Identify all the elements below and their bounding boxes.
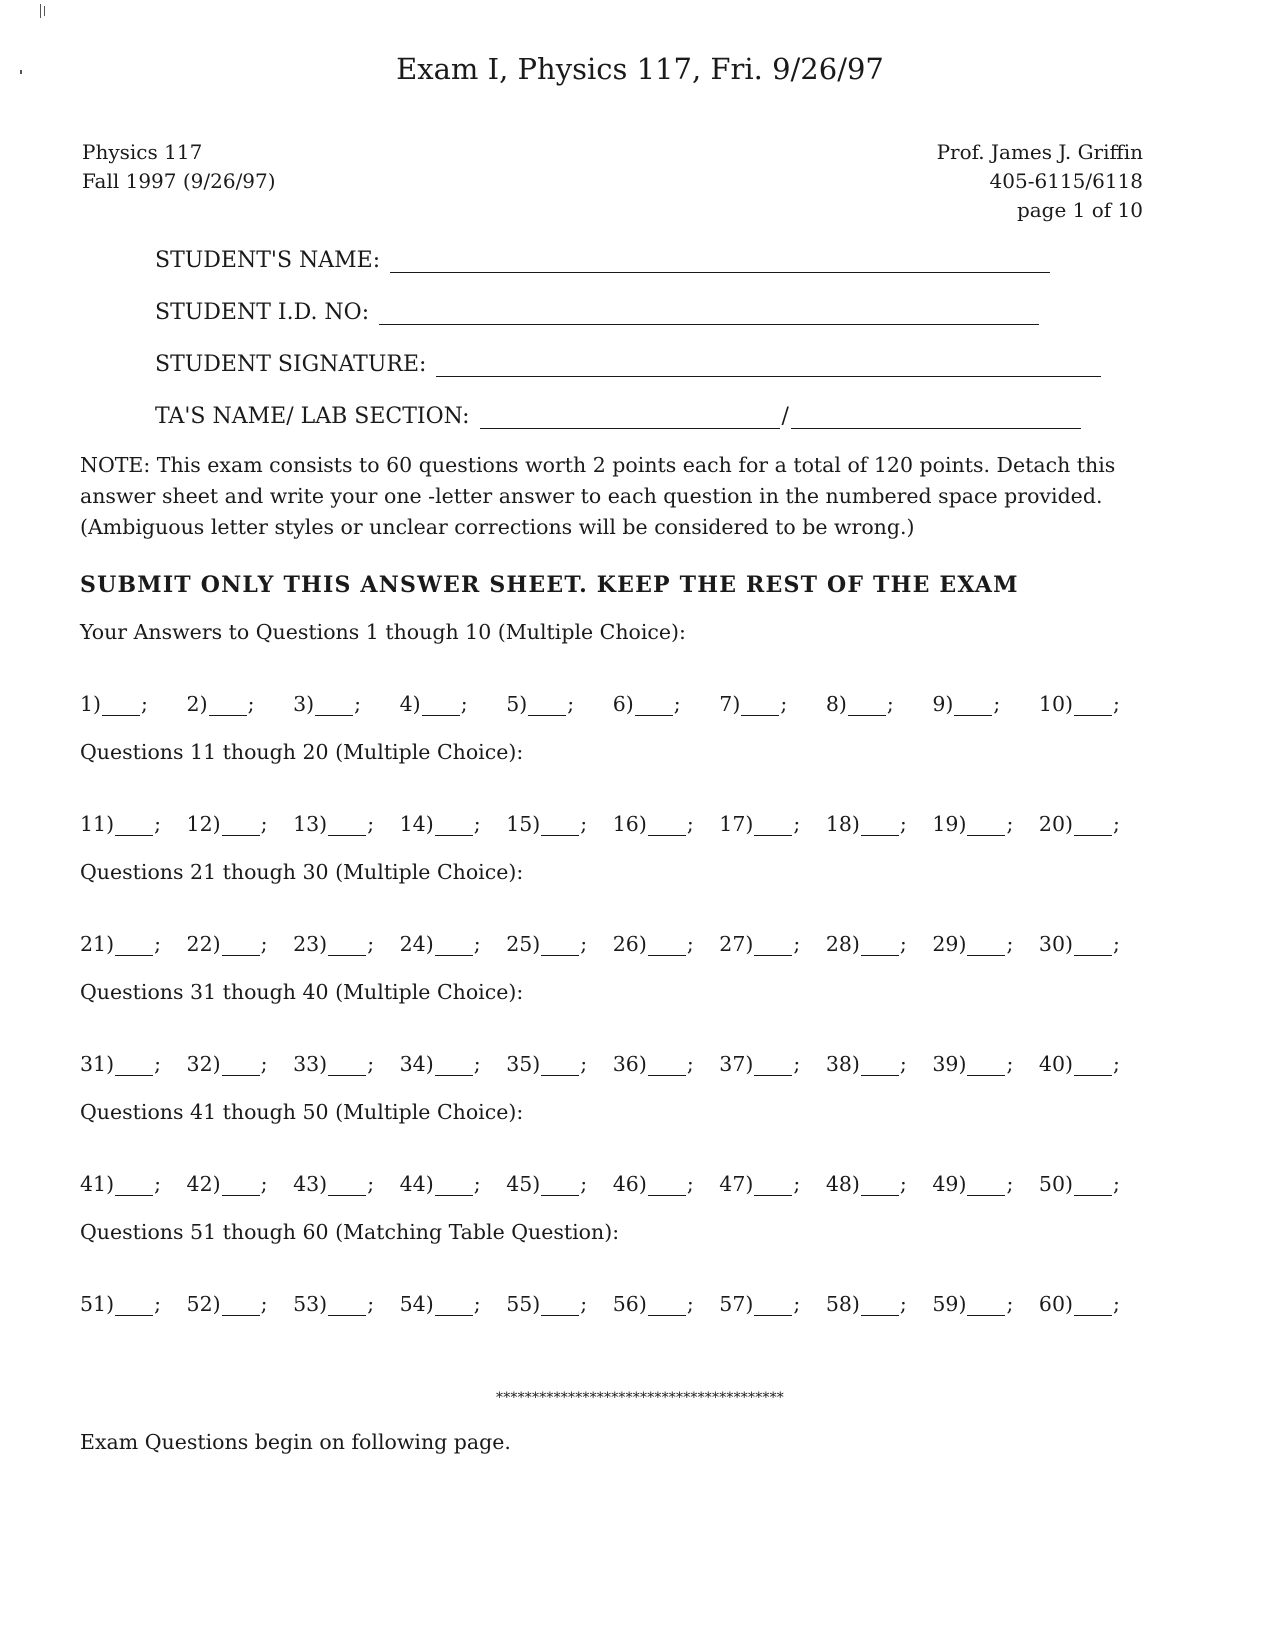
question-number: 2) (186, 692, 208, 716)
answer-blank[interactable] (1074, 937, 1112, 956)
answer-separator: ; (473, 812, 481, 836)
answer-separator: ; (247, 692, 255, 716)
answer-blank[interactable] (1074, 1177, 1112, 1196)
answer-blank[interactable] (1074, 1057, 1112, 1076)
answer-item (719, 1172, 800, 1196)
answer-blank[interactable] (648, 1057, 686, 1076)
answer-blank[interactable] (328, 1297, 366, 1316)
answer-separator: ; (1113, 692, 1120, 716)
answer-item (400, 1292, 481, 1316)
answer-blank[interactable] (967, 1057, 1005, 1076)
question-number: 39) (932, 1052, 967, 1076)
answer-separator: ; (1006, 812, 1014, 836)
answer-item (293, 1052, 374, 1076)
question-number: 16) (612, 812, 647, 836)
answer-blank[interactable] (848, 697, 886, 716)
question-number: 15) (506, 812, 541, 836)
answer-item (1039, 1052, 1120, 1076)
answer-blank[interactable] (102, 697, 140, 716)
answer-separator: ; (780, 692, 788, 716)
student-id-label: STUDENT I.D. NO: (155, 300, 370, 325)
answer-blank[interactable] (209, 697, 247, 716)
ta-separator: / (781, 404, 789, 429)
question-number: 55) (506, 1292, 541, 1316)
answer-separator: ; (367, 1052, 375, 1076)
question-number: 24) (399, 932, 434, 956)
course-term: Fall 1997 (9/26/97) (82, 169, 276, 193)
answer-item (826, 812, 907, 836)
answer-item (187, 812, 268, 836)
answer-blank[interactable] (635, 697, 673, 716)
answer-item (826, 1052, 907, 1076)
answer-item (1039, 1292, 1120, 1316)
student-signature-field (155, 352, 1101, 377)
answer-blank[interactable] (115, 1057, 153, 1076)
answer-item (400, 812, 481, 836)
answer-separator: ; (367, 812, 375, 836)
answer-blank[interactable] (648, 817, 686, 836)
answer-separator: ; (580, 812, 588, 836)
answer-separator: ; (260, 812, 268, 836)
student-signature-label: STUDENT SIGNATURE: (155, 352, 427, 377)
answer-item (1039, 932, 1120, 956)
answer-blank[interactable] (315, 697, 353, 716)
question-number: 46) (612, 1172, 647, 1196)
answer-separator: ; (793, 1052, 801, 1076)
answer-item (826, 692, 894, 716)
question-number: 14) (399, 812, 434, 836)
professor-name: Prof. James J. Griffin (936, 140, 1143, 164)
answer-item (293, 812, 374, 836)
answer-blank[interactable] (222, 1177, 260, 1196)
answer-blank[interactable] (861, 1297, 899, 1316)
answer-separator: ; (1006, 1292, 1014, 1316)
section-label: Questions 21 though 30 (Multiple Choice): (80, 860, 524, 884)
answer-separator: ; (460, 692, 468, 716)
answer-row (80, 932, 1120, 956)
question-number: 9) (932, 692, 954, 716)
answer-separator: ; (899, 1292, 907, 1316)
question-number: 20) (1038, 812, 1074, 836)
answer-row (80, 1052, 1120, 1076)
divider: **************************************** (496, 1390, 784, 1406)
answer-separator: ; (580, 1292, 588, 1316)
question-number: 42) (186, 1172, 221, 1196)
ta-name-input[interactable] (480, 406, 780, 429)
answer-item (1039, 692, 1120, 716)
page-title: Exam I, Physics 117, Fri. 9/26/97 (396, 52, 884, 86)
answer-separator: ; (793, 932, 801, 956)
answer-separator: ; (686, 1052, 694, 1076)
answer-item (613, 1292, 694, 1316)
answer-blank[interactable] (222, 817, 260, 836)
answer-blank[interactable] (422, 697, 460, 716)
question-number: 33) (293, 1052, 328, 1076)
answer-blank[interactable] (328, 817, 366, 836)
answer-blank[interactable] (754, 1297, 792, 1316)
question-number: 22) (186, 932, 221, 956)
answer-blank[interactable] (115, 1177, 153, 1196)
answer-blank[interactable] (328, 937, 366, 956)
question-number: 57) (719, 1292, 754, 1316)
answer-separator: ; (154, 1052, 162, 1076)
answer-item (400, 932, 481, 956)
question-number: 30) (1038, 932, 1074, 956)
answer-row (80, 812, 1120, 836)
scan-mark (40, 4, 41, 18)
answer-item (826, 1172, 907, 1196)
answer-item (80, 1172, 161, 1196)
question-number: 56) (612, 1292, 647, 1316)
answer-blank[interactable] (1074, 1297, 1112, 1316)
answer-separator: ; (367, 932, 375, 956)
answer-item (506, 812, 587, 836)
answer-item (826, 932, 907, 956)
answer-item (506, 692, 574, 716)
question-number: 23) (293, 932, 328, 956)
answer-separator: ; (1006, 932, 1014, 956)
question-number: 47) (719, 1172, 754, 1196)
lab-section-input[interactable] (791, 406, 1081, 429)
answer-item (187, 1052, 268, 1076)
student-name-field (155, 248, 1050, 273)
answer-item (932, 1052, 1013, 1076)
page-number: page 1 of 10 (1016, 198, 1143, 222)
answer-blank[interactable] (222, 937, 260, 956)
question-number: 4) (399, 692, 421, 716)
answer-blank[interactable] (435, 817, 473, 836)
answer-item (719, 1292, 800, 1316)
answer-item (613, 692, 681, 716)
question-number: 27) (719, 932, 754, 956)
answer-blank[interactable] (967, 937, 1005, 956)
answer-blank[interactable] (541, 1177, 579, 1196)
answer-item (400, 692, 468, 716)
question-number: 19) (932, 812, 967, 836)
answer-separator: ; (473, 1052, 481, 1076)
answer-item (719, 692, 787, 716)
answer-blank[interactable] (861, 817, 899, 836)
answer-item (506, 1292, 587, 1316)
answer-separator: ; (260, 1292, 268, 1316)
answer-separator: ; (154, 932, 162, 956)
answer-blank[interactable] (435, 1177, 473, 1196)
answer-separator: ; (354, 692, 362, 716)
answer-blank[interactable] (541, 817, 579, 836)
question-number: 1) (80, 692, 102, 716)
answer-separator: ; (154, 812, 162, 836)
answer-item (932, 932, 1013, 956)
answer-item (80, 932, 161, 956)
answer-row (80, 692, 1120, 716)
answer-item (187, 1292, 268, 1316)
student-name-label: STUDENT'S NAME: (155, 248, 381, 273)
answer-item (187, 932, 268, 956)
answer-blank[interactable] (648, 937, 686, 956)
question-number: 48) (825, 1172, 860, 1196)
answer-separator: ; (886, 692, 894, 716)
question-number: 40) (1038, 1052, 1074, 1076)
question-number: 5) (506, 692, 528, 716)
answer-blank[interactable] (1074, 697, 1112, 716)
question-number: 28) (825, 932, 860, 956)
question-number: 29) (932, 932, 967, 956)
answer-blank[interactable] (954, 697, 992, 716)
question-number: 59) (932, 1292, 967, 1316)
answer-separator: ; (367, 1292, 375, 1316)
question-number: 51) (80, 1292, 115, 1316)
answer-separator: ; (367, 1172, 375, 1196)
exam-note: NOTE: This exam consists to 60 questions worth 2 points each for a total of 120 points. Detach this answer sheet and write your one -letter answer to each question in the numbered space provided. (Ambiguous letter styles or unclear corrections will be considered to be wrong.) (80, 453, 1116, 539)
answer-blank[interactable] (754, 937, 792, 956)
question-number: 21) (80, 932, 115, 956)
section-label: Your Answers to Questions 1 though 10 (Multiple Choice): (80, 620, 686, 644)
answer-separator: ; (793, 1172, 801, 1196)
answer-blank[interactable] (541, 1297, 579, 1316)
answer-separator: ; (567, 692, 575, 716)
answer-separator: ; (1113, 1292, 1120, 1316)
question-number: 35) (506, 1052, 541, 1076)
answer-item (80, 1052, 161, 1076)
answer-item (613, 1172, 694, 1196)
answer-blank[interactable] (435, 937, 473, 956)
answer-blank[interactable] (541, 937, 579, 956)
answer-blank[interactable] (754, 817, 792, 836)
question-number: 31) (80, 1052, 115, 1076)
answer-blank[interactable] (1074, 817, 1112, 836)
question-number: 49) (932, 1172, 967, 1196)
question-number: 11) (80, 812, 115, 836)
answer-item (293, 1292, 374, 1316)
answer-item (293, 1172, 374, 1196)
answer-item (506, 932, 587, 956)
answer-item (293, 692, 361, 716)
question-number: 12) (186, 812, 221, 836)
answer-separator: ; (899, 1052, 907, 1076)
question-number: 18) (825, 812, 860, 836)
answer-separator: ; (260, 1052, 268, 1076)
answer-separator: ; (580, 932, 588, 956)
answer-item (187, 1172, 268, 1196)
answer-row (80, 1292, 1120, 1316)
answer-item (80, 1292, 161, 1316)
answer-blank[interactable] (435, 1057, 473, 1076)
answer-separator: ; (580, 1172, 588, 1196)
answer-item (613, 1052, 694, 1076)
answer-separator: ; (1006, 1052, 1014, 1076)
answer-separator: ; (993, 692, 1001, 716)
question-number: 58) (825, 1292, 860, 1316)
answer-blank[interactable] (861, 937, 899, 956)
section-label: Questions 51 though 60 (Matching Table Question): (80, 1220, 620, 1244)
scan-mark (44, 6, 45, 16)
question-number: 7) (719, 692, 741, 716)
answer-separator: ; (260, 1172, 268, 1196)
course-info (82, 138, 276, 196)
answer-separator: ; (1006, 1172, 1014, 1196)
section-label: Questions 31 though 40 (Multiple Choice): (80, 980, 524, 1004)
answer-item (932, 1172, 1013, 1196)
question-number: 25) (506, 932, 541, 956)
ta-section-field (155, 404, 1081, 429)
answer-blank[interactable] (648, 1177, 686, 1196)
student-signature-input[interactable] (436, 354, 1101, 377)
answer-separator: ; (793, 812, 801, 836)
submit-notice: SUBMIT ONLY THIS ANSWER SHEET. KEEP THE REST OF THE EXAM (80, 572, 1019, 598)
answer-item (506, 1052, 587, 1076)
student-id-field (155, 300, 1039, 325)
question-number: 37) (719, 1052, 754, 1076)
answer-separator: ; (686, 1172, 694, 1196)
answer-item (1039, 812, 1120, 836)
question-number: 6) (612, 692, 634, 716)
answer-blank[interactable] (328, 1057, 366, 1076)
answer-separator: ; (899, 812, 907, 836)
question-number: 10) (1038, 692, 1074, 716)
course-name: Physics 117 (82, 140, 203, 164)
answer-blank[interactable] (741, 697, 779, 716)
question-number: 45) (506, 1172, 541, 1196)
answer-blank[interactable] (541, 1057, 579, 1076)
answer-blank[interactable] (222, 1057, 260, 1076)
answer-item (187, 692, 255, 716)
answer-item (613, 932, 694, 956)
answer-blank[interactable] (115, 937, 153, 956)
question-number: 50) (1038, 1172, 1074, 1196)
answer-separator: ; (473, 1292, 481, 1316)
answer-item (719, 1052, 800, 1076)
answer-blank[interactable] (435, 1297, 473, 1316)
question-number: 53) (293, 1292, 328, 1316)
footer-note: Exam Questions begin on following page. (80, 1430, 511, 1454)
question-number: 8) (825, 692, 847, 716)
answer-separator: ; (1113, 812, 1120, 836)
answer-separator: ; (1113, 932, 1120, 956)
question-number: 60) (1038, 1292, 1074, 1316)
student-name-input[interactable] (390, 250, 1050, 273)
answer-row (80, 1172, 1120, 1196)
question-number: 44) (399, 1172, 434, 1196)
answer-blank[interactable] (528, 697, 566, 716)
answer-separator: ; (899, 932, 907, 956)
answer-blank[interactable] (754, 1177, 792, 1196)
answer-item (80, 692, 148, 716)
answer-item (293, 932, 374, 956)
question-number: 52) (186, 1292, 221, 1316)
answer-separator: ; (686, 812, 694, 836)
answer-item (719, 932, 800, 956)
instructor-info (937, 138, 1143, 225)
section-label: Questions 11 though 20 (Multiple Choice): (80, 740, 524, 764)
answer-blank[interactable] (967, 1177, 1005, 1196)
answer-separator: ; (899, 1172, 907, 1196)
answer-blank[interactable] (115, 817, 153, 836)
answer-item (826, 1292, 907, 1316)
answer-blank[interactable] (861, 1057, 899, 1076)
answer-item (932, 812, 1013, 836)
question-number: 32) (186, 1052, 221, 1076)
answer-separator: ; (473, 932, 481, 956)
answer-separator: ; (686, 1292, 694, 1316)
answer-item (932, 1292, 1013, 1316)
question-number: 36) (612, 1052, 647, 1076)
answer-blank[interactable] (754, 1057, 792, 1076)
answer-separator: ; (154, 1172, 162, 1196)
question-number: 3) (293, 692, 315, 716)
answer-blank[interactable] (967, 1297, 1005, 1316)
answer-item (932, 692, 1000, 716)
question-number: 41) (80, 1172, 115, 1196)
answer-blank[interactable] (222, 1297, 260, 1316)
answer-item (400, 1052, 481, 1076)
answer-separator: ; (686, 932, 694, 956)
professor-phone: 405-6115/6118 (989, 169, 1143, 193)
answer-separator: ; (141, 692, 148, 716)
answer-item (719, 812, 800, 836)
answer-separator: ; (1113, 1172, 1120, 1196)
answer-item (80, 812, 161, 836)
answer-item (506, 1172, 587, 1196)
answer-blank[interactable] (115, 1297, 153, 1316)
answer-item (400, 1172, 481, 1196)
question-number: 13) (293, 812, 328, 836)
answer-item (613, 812, 694, 836)
answer-blank[interactable] (967, 817, 1005, 836)
answer-item (1039, 1172, 1120, 1196)
question-number: 54) (399, 1292, 434, 1316)
answer-blank[interactable] (861, 1177, 899, 1196)
question-number: 43) (293, 1172, 328, 1196)
answer-separator: ; (673, 692, 681, 716)
ta-section-label: TA'S NAME/ LAB SECTION: (155, 404, 470, 429)
question-number: 26) (612, 932, 647, 956)
question-number: 34) (399, 1052, 434, 1076)
answer-separator: ; (260, 932, 268, 956)
section-label: Questions 41 though 50 (Multiple Choice): (80, 1100, 524, 1124)
answer-separator: ; (473, 1172, 481, 1196)
student-id-input[interactable] (379, 302, 1039, 325)
answer-separator: ; (793, 1292, 801, 1316)
question-number: 38) (825, 1052, 860, 1076)
answer-blank[interactable] (648, 1297, 686, 1316)
answer-separator: ; (1113, 1052, 1120, 1076)
answer-separator: ; (580, 1052, 588, 1076)
answer-blank[interactable] (328, 1177, 366, 1196)
answer-separator: ; (154, 1292, 162, 1316)
question-number: 17) (719, 812, 754, 836)
